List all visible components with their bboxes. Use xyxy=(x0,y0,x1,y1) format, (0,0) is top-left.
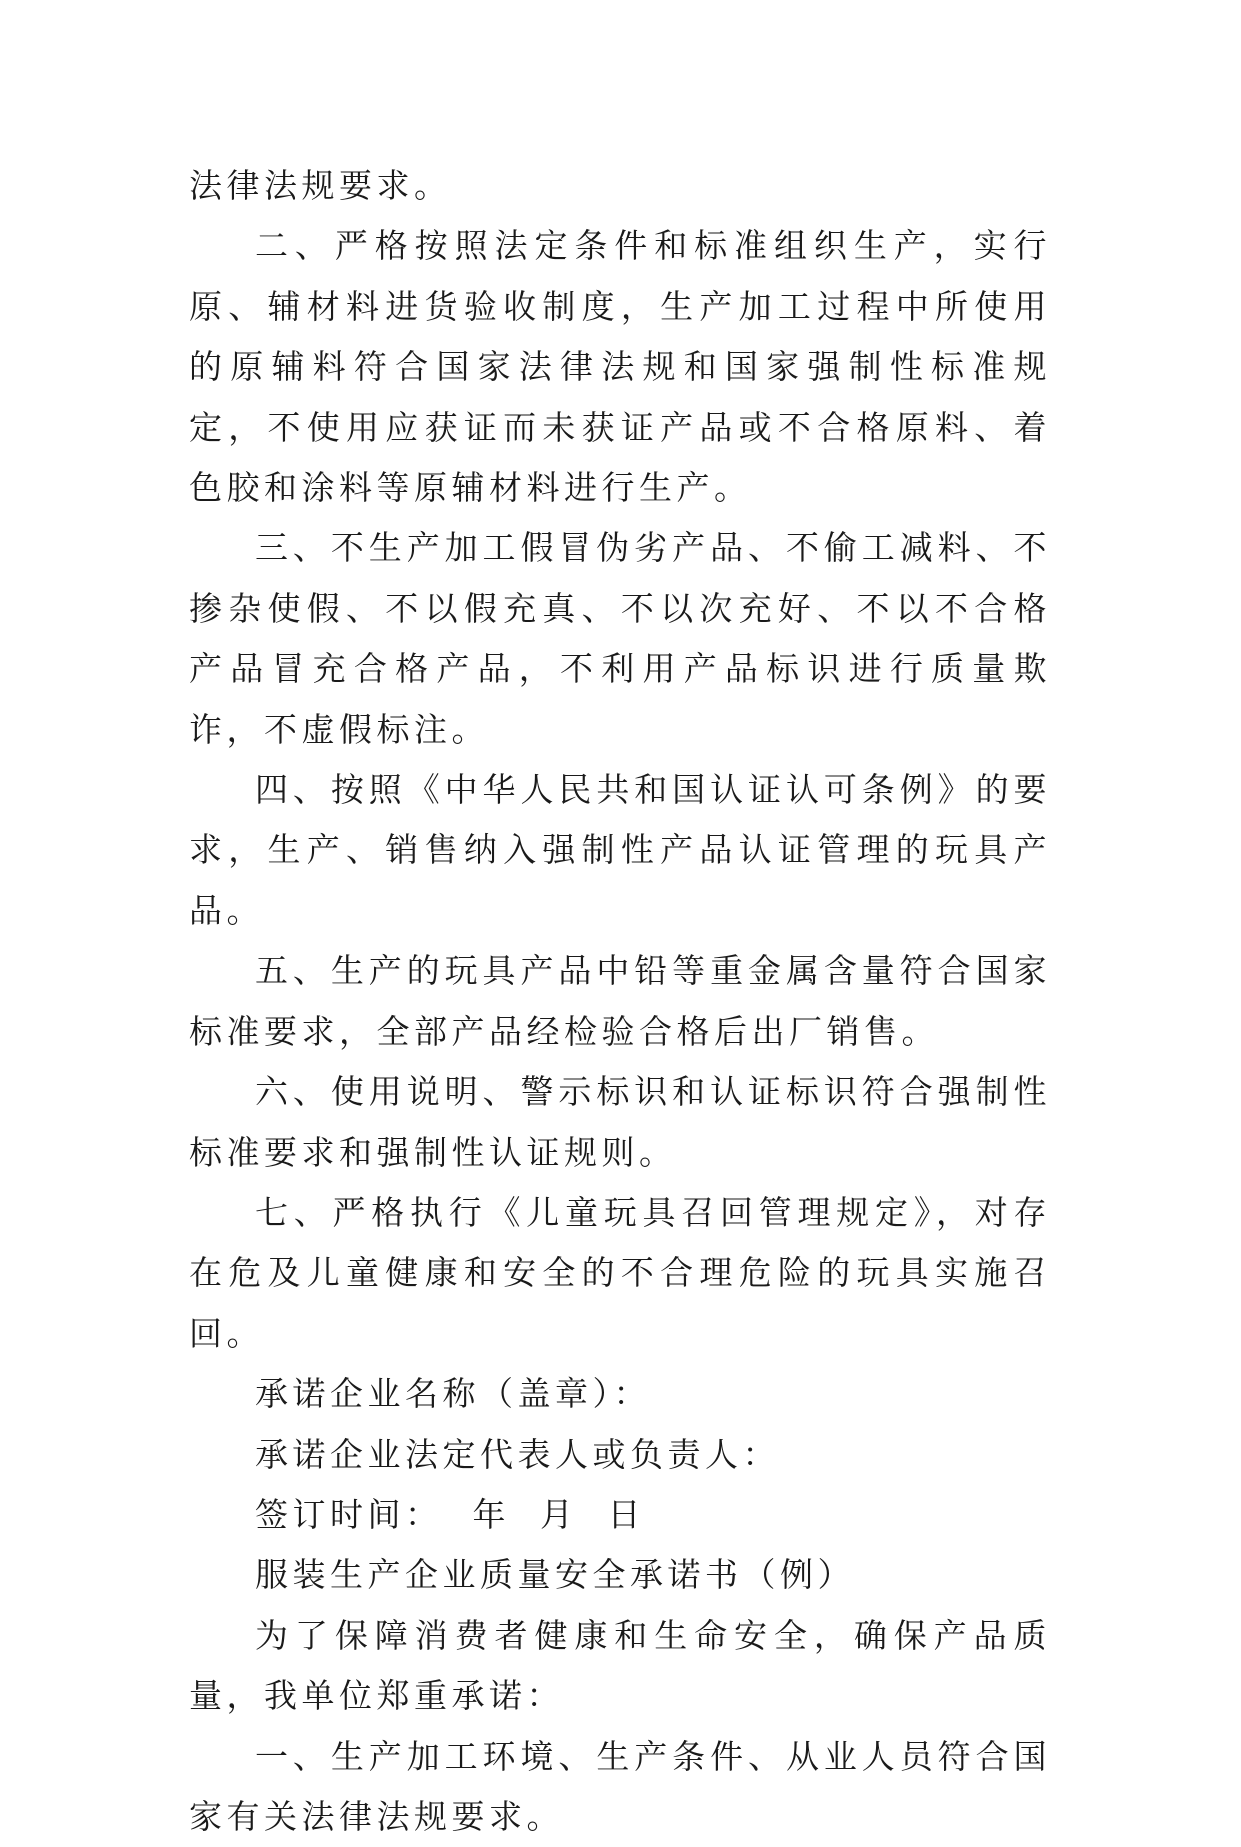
paragraph-clause-two: 二、严格按照法定条件和标准组织生产，实行原、辅材料进货验收制度，生产加工过程中所使用的原辅料符合国家法律法规和国家强制性标准规定，不使用应获证而未获证产品或不合格原料、着色胶和涂料等原辅材料进行生产。 xyxy=(189,226,1051,508)
paragraph-clause-seven: 七、严格执行《儿童玩具召回管理规定》，对存在危及儿童健康和安全的不合理危险的玩具实施召回。 xyxy=(189,1192,1051,1353)
signature-company-name: 承诺企业名称（盖章）： xyxy=(255,1374,651,1414)
paragraph-intro: 为了保障消费者健康和生命安全，确保产品质量，我单位郑重承诺： xyxy=(189,1615,1051,1716)
section-title: 服装生产企业质量安全承诺书（例） xyxy=(255,1555,855,1595)
paragraph-continuation: 法律法规要求。 xyxy=(189,166,452,205)
paragraph-clause-four: 四、按照《中华人民共和国认证认可条例》的要求，生产、销售纳入强制性产品认证管理的玩具产品。 xyxy=(189,770,1051,930)
paragraph-clause-three: 三、不生产加工假冒伪劣产品、不偷工减料、不掺杂使假、不以假充真、不以次充好、不以不合格产品冒充合格产品，不利用产品标识进行质量欺诈，不虚假标注。 xyxy=(189,528,1051,749)
document-body xyxy=(189,156,1051,1847)
signature-date: 签订时间： 年 月 日 xyxy=(255,1494,645,1534)
paragraph-clause-one: 一、生产加工环境、生产条件、从业人员符合国家有关法律法规要求。 xyxy=(189,1736,1051,1836)
paragraph-clause-five: 五、生产的玩具产品中铅等重金属含量符合国家标准要求，全部产品经检验合格后出厂销售。 xyxy=(189,951,1051,1051)
paragraph-clause-six: 六、使用说明、警示标识和认证标识符合强制性标准要求和强制性认证规则。 xyxy=(189,1072,1051,1172)
signature-legal-representative: 承诺企业法定代表人或负责人： xyxy=(255,1434,780,1474)
